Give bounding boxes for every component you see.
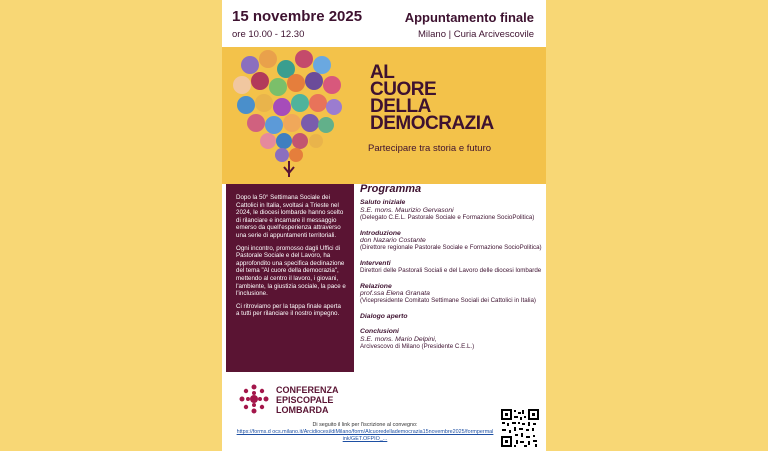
program-item-role: Arcivescovo di Milano (Presidente C.E.L.)	[360, 343, 475, 351]
hero-band	[222, 47, 546, 184]
event-time: ore 10.00 - 12.30	[232, 29, 305, 40]
heart-people-illustration	[232, 49, 346, 177]
program-item-role: (Delegato C.E.L. Pastorale Sociale e Formazione SocioPolitica)	[360, 214, 535, 222]
program-item-speaker: prof.ssa Elena Granata	[360, 290, 430, 298]
logo-line: LOMBARDA	[276, 405, 329, 415]
subtitle: Partecipare tra storia e futuro	[368, 143, 492, 154]
cel-logo	[238, 383, 378, 419]
event-date: 15 novembre 2025	[232, 8, 363, 25]
program-item-title: Introduzione	[360, 229, 401, 237]
program-item-speaker: S.E. mons. Mario Delpini,	[360, 335, 437, 343]
program-item	[360, 283, 542, 305]
title-line: DEMOCRAZIA	[370, 113, 494, 134]
registration-label: Di seguito il link per l'iscrizione al convegno:	[312, 422, 418, 428]
program-item-role: Direttori delle Pastorali Sociali e del Lavoro delle diocesi lombarde	[360, 267, 542, 275]
program-item	[360, 328, 542, 350]
cross-logo-icon	[238, 383, 270, 415]
header-band	[222, 0, 546, 47]
program-item-role: (Vicepresidente Comitato Settimane Sociali dei Cattolici in Italia)	[360, 297, 536, 305]
intro-paragraph: Ci ritroviamo per la tappa finale aperta a tutti per rilanciare il nostro impegno.	[236, 302, 341, 318]
poster	[222, 0, 546, 451]
qr-code-icon[interactable]	[500, 408, 540, 448]
program-item-speaker: S.E. mons. Maurizio Gervasoni	[360, 206, 454, 214]
registration-link[interactable]: https://forms.d ocs.milano.it/Arcidiocesi/diMilano/form/Alcuoredellademocrazia15novembre2025/formpermal ink/GET.OFPIO_...	[236, 429, 494, 442]
intro-paragraph: Dopo la 50° Settimana Sociale dei Cattolici in Italia, svoltasi a Trieste nel 2024, le diocesi lombarde hanno scelto di rilanciare e incarnare il messaggio emerso da quell'esperienza attraverso una serie di appuntamenti territoriali.	[236, 194, 344, 239]
program-item-title: Saluto iniziale	[360, 199, 406, 207]
main-title	[370, 64, 494, 132]
program-item	[360, 313, 542, 320]
program-item-title: Conclusioni	[360, 328, 399, 336]
event-place: Milano | Curia Arcivescovile	[418, 29, 534, 40]
program-heading: Programma	[360, 183, 422, 195]
program-item-role: (Direttore regionale Pastorale Sociale e Formazione SocioPolitica)	[360, 244, 542, 252]
program-item	[360, 199, 542, 221]
intro-paragraph: Ogni incontro, promosso dagli Uffici di Pastorale Sociale e del Lavoro, ha approfondito una specifica declinazione del tema "Al cuore della democrazia", mettendo al centro il lavoro, i giovani, l'ambiente, la giustizia sociale, la pace e l'inclusione.	[236, 244, 346, 298]
registration-info	[230, 422, 500, 443]
title-line: DELLA	[370, 96, 431, 117]
program-section	[360, 184, 542, 384]
logo-text	[276, 385, 339, 415]
program-item	[360, 230, 542, 252]
event-label: Appuntamento finale	[404, 10, 534, 25]
program-item-title: Relazione	[360, 282, 392, 290]
logo-line: EPISCOPALE	[276, 395, 334, 405]
program-item-title: Interventi	[360, 259, 391, 267]
title-line: AL	[370, 62, 395, 83]
logo-line: CONFERENZA	[276, 385, 339, 395]
title-line: CUORE	[370, 79, 437, 100]
intro-panel	[226, 184, 354, 372]
program-item	[360, 260, 542, 275]
program-item-title: Dialogo aperto	[360, 312, 408, 320]
program-item-speaker: don Nazario Costante	[360, 237, 426, 245]
